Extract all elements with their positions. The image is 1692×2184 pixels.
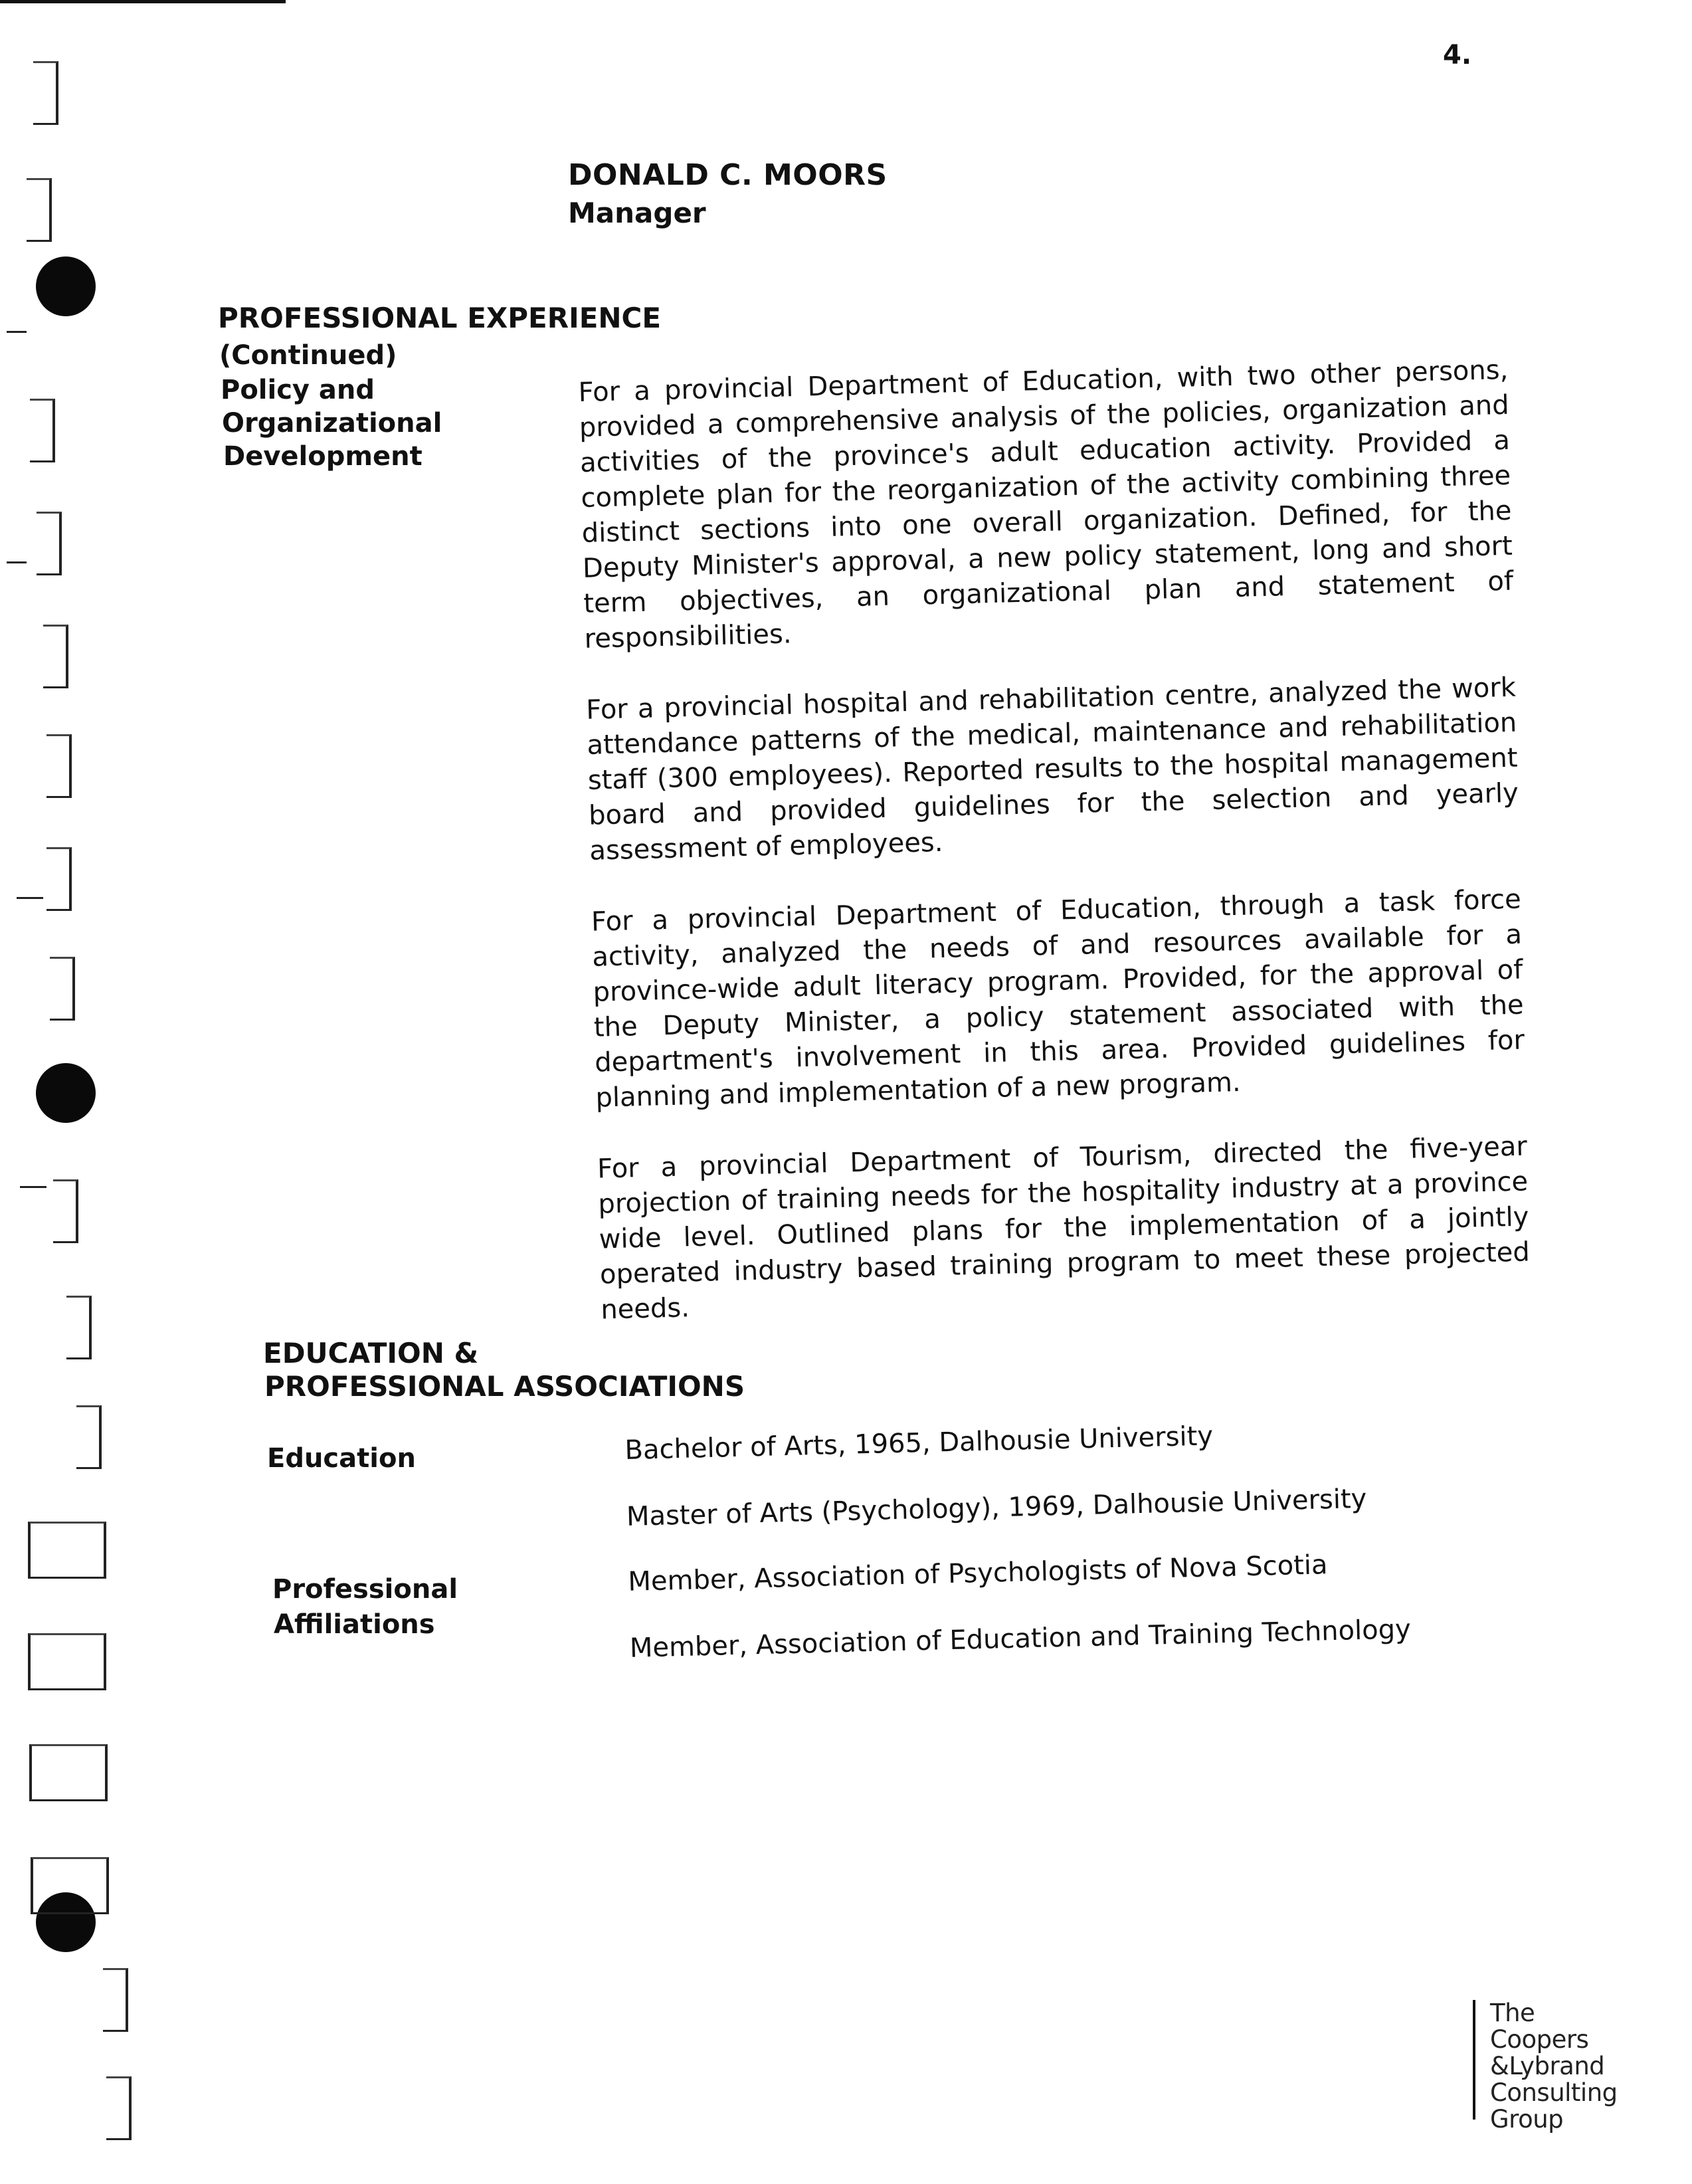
category-label-line: Policy and bbox=[221, 375, 375, 405]
margin-mark bbox=[7, 331, 27, 333]
logo-line: Consulting Group bbox=[1490, 2078, 1618, 2134]
continued-label: (Continued) bbox=[219, 340, 397, 371]
section-heading-experience: PROFESSIONAL EXPERIENCE bbox=[218, 302, 662, 334]
margin-bracket bbox=[47, 734, 72, 798]
affiliations-label-line: Professional bbox=[272, 1574, 458, 1605]
logo-line: The bbox=[1490, 1999, 1535, 2027]
margin-bracket bbox=[33, 61, 58, 125]
experience-paragraphs bbox=[578, 353, 1532, 1364]
coopers-lybrand-logo bbox=[1473, 1999, 1692, 2134]
logo-line: &Lybrand bbox=[1490, 2052, 1605, 2080]
category-label-line: Organizational bbox=[222, 408, 442, 439]
section-heading-education-line2: PROFESSIONAL ASSOCIATIONS bbox=[264, 1370, 745, 1403]
education-item: Bachelor of Arts, 1965, Dalhousie University bbox=[624, 1421, 1214, 1466]
education-list bbox=[624, 1411, 1554, 1664]
margin-bracket bbox=[29, 1744, 108, 1801]
margin-bracket bbox=[66, 1296, 92, 1359]
affiliation-item: Member, Association of Psychologists of Nova Scotia bbox=[627, 1549, 1329, 1597]
affiliation-item: Member, Association of Education and Training Technology bbox=[629, 1614, 1412, 1664]
margin-mark bbox=[20, 1186, 47, 1188]
affiliations-label-line: Affiliations bbox=[274, 1609, 435, 1640]
margin-bracket bbox=[103, 1968, 128, 2032]
logo-line: Coopers bbox=[1490, 2025, 1589, 2054]
margin-bracket bbox=[37, 512, 62, 575]
education-item: Master of Arts (Psychology), 1969, Dalhousie University bbox=[626, 1483, 1367, 1532]
section-heading-education: EDUCATION & bbox=[263, 1337, 479, 1369]
experience-paragraph: For a provincial Department of Tourism, directed the five-year projection of training needs for the hospitality industry at a province wide level. Outlined plans for the implementation of a jointly operated industry based training program to meet these projected needs. bbox=[597, 1131, 1531, 1326]
person-name: DONALD C. MOORS bbox=[568, 158, 888, 192]
margin-bracket bbox=[53, 1179, 78, 1243]
margin-bracket bbox=[47, 847, 72, 911]
category-label-line: Development bbox=[223, 441, 423, 472]
margin-mark bbox=[7, 561, 27, 563]
scan-edge-line bbox=[0, 0, 286, 3]
margin-bracket bbox=[76, 1405, 102, 1469]
experience-paragraph: For a provincial Department of Education, through a task force activity, analyzed the needs of and resources available for a province-wide adult literacy program. Provided, for the approval of the Deputy Minister, a policy statement associated with the department's involvement in this area. Provided guidelines for planning and implementation of a new program. bbox=[591, 884, 1525, 1114]
experience-paragraph: For a provincial Department of Education, with two other persons, provided a comprehensive analysis of the policies, organization and activities of the province's adult education activity. Provided a complete plan for the reorganization of the activity combining three distinct sections into one overall organization. Defined, for the Deputy Minister's approval, a new policy statement, long and short term objectives, an organizational plan and statement of responsibilities. bbox=[578, 354, 1514, 654]
margin-bracket bbox=[50, 957, 75, 1021]
margin-bracket bbox=[43, 625, 68, 688]
margin-bracket bbox=[27, 178, 52, 242]
education-label: Education bbox=[267, 1443, 416, 1474]
person-title: Manager bbox=[568, 197, 706, 229]
margin-bracket bbox=[106, 2076, 132, 2140]
punch-hole bbox=[36, 256, 96, 316]
margin-mark bbox=[17, 897, 43, 899]
margin-bracket bbox=[30, 399, 55, 462]
page-number: 4. bbox=[1443, 40, 1472, 70]
punch-hole bbox=[36, 1063, 96, 1123]
margin-bracket bbox=[31, 1857, 109, 1914]
margin-bracket bbox=[28, 1522, 106, 1579]
margin-bracket bbox=[28, 1633, 106, 1690]
experience-paragraph: For a provincial hospital and rehabilitation centre, analyzed the work attendance patterns of the medical, maintenance and rehabilitation staff (300 employees). Reported results to the hospital management board and provided guidelines for the selection and yearly assessment of employees. bbox=[585, 672, 1519, 866]
